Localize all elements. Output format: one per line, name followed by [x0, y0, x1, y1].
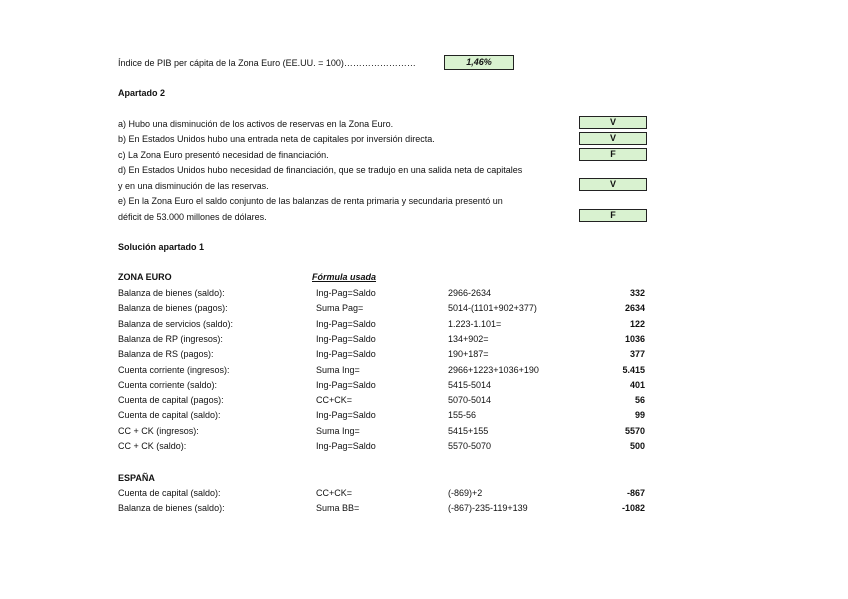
row-result: 99 — [634, 410, 645, 421]
row-calculation: 2966+1223+1036+190 — [448, 364, 539, 375]
row-formula: Ing-Pag=Saldo — [316, 288, 376, 298]
row-calculation: 5415+155 — [448, 425, 489, 436]
row-formula: Ing-Pag=Saldo — [316, 349, 376, 360]
row-label: Cuenta corriente (saldo): — [118, 379, 218, 390]
pib-value-cell: 1,46% — [444, 55, 514, 70]
formula-header: Fórmula usada — [312, 272, 377, 282]
row-calculation: 5070-5014 — [448, 395, 492, 406]
row-calculation: 5415-5014 — [448, 379, 492, 390]
row-formula: Ing-Pag=Saldo — [316, 441, 376, 451]
row-calculation: (-867)-235-119+139 — [448, 503, 528, 514]
row-label: Balanza de servicios (saldo): — [118, 318, 234, 329]
row-result: 1036 — [624, 333, 645, 344]
row-label: CC + CK (saldo): — [118, 441, 187, 451]
row-label: Cuenta corriente (ingresos): — [118, 364, 230, 375]
row-calculation: 1.223-1.101= — [448, 318, 502, 329]
apartado2-title: Apartado 2 — [118, 88, 166, 98]
statement-b: b) En Estados Unidos hubo una entrada neta de capitales por inversión directa. — [118, 134, 435, 144]
answer-d-cell: V — [579, 178, 647, 191]
row-label: Cuenta de capital (saldo): — [118, 488, 221, 498]
statement-d-line1: d) En Estados Unidos hubo necesidad de financiación, que se tradujo en una salida neta de capitales — [118, 165, 523, 175]
row-formula: Suma Ing= — [316, 425, 360, 436]
answer-b-cell: V — [579, 132, 647, 145]
row-label: CC + CK (ingresos): — [118, 425, 199, 436]
statement-c: c) La Zona Euro presentó necesidad de financiación. — [118, 150, 329, 160]
row-result: 500 — [629, 441, 645, 451]
statement-a: a) Hubo una disminución de los activos de reservas en la Zona Euro. — [118, 119, 394, 129]
row-formula: CC+CK= — [316, 395, 353, 406]
row-label: Cuenta de capital (saldo): — [118, 410, 221, 421]
row-label: Balanza de RS (pagos): — [118, 349, 214, 360]
answer-c-cell: F — [579, 148, 647, 161]
pib-label: Índice de PIB per cápita de la Zona Euro (EE.UU. = 100)…………………… — [118, 58, 416, 68]
statement-e-line1: e) En la Zona Euro el saldo conjunto de las balanzas de renta primaria y secundaria presentó un — [118, 196, 503, 206]
answer-a-cell: V — [579, 116, 647, 129]
row-calculation: 155-56 — [448, 410, 477, 421]
row-result: 56 — [634, 395, 645, 406]
row-result: -1082 — [621, 503, 645, 514]
row-calculation: (-869)+2 — [448, 488, 483, 498]
row-formula: Ing-Pag=Saldo — [316, 318, 376, 329]
solucion-title: Solución apartado 1 — [118, 242, 205, 252]
espana-header: ESPAÑA — [118, 473, 155, 483]
row-result: 377 — [629, 349, 645, 360]
answer-e-cell: F — [579, 209, 647, 222]
row-result: 401 — [629, 379, 645, 390]
statement-e-line2: déficit de 53.000 millones de dólares. — [118, 212, 267, 222]
row-formula: CC+CK= — [316, 488, 353, 498]
row-label: Balanza de bienes (pagos): — [118, 303, 228, 314]
row-label: Cuenta de capital (pagos): — [118, 395, 224, 406]
row-label: Balanza de bienes (saldo): — [118, 288, 225, 298]
row-formula: Suma Pag= — [316, 303, 364, 314]
zona-euro-header: ZONA EURO — [118, 272, 172, 282]
row-result: 332 — [629, 288, 645, 298]
row-formula: Ing-Pag=Saldo — [316, 379, 376, 390]
row-result: 2634 — [624, 303, 645, 314]
row-formula: Ing-Pag=Saldo — [316, 410, 376, 421]
statement-d-line2: y en una disminución de las reservas. — [118, 181, 269, 191]
row-label: Balanza de RP (ingresos): — [118, 333, 223, 344]
row-calculation: 5570-5070 — [448, 441, 492, 451]
row-formula: Ing-Pag=Saldo — [316, 333, 376, 344]
row-calculation: 2966-2634 — [448, 288, 492, 298]
row-formula: Suma Ing= — [316, 364, 360, 375]
row-result: 5570 — [624, 425, 645, 436]
row-calculation: 5014-(1101+902+377) — [448, 303, 537, 314]
row-label: Balanza de bienes (saldo): — [118, 503, 225, 514]
row-formula: Suma BB= — [316, 503, 360, 514]
row-result: 5.415 — [622, 364, 645, 375]
row-calculation: 134+902= — [448, 333, 489, 344]
row-calculation: 190+187= — [448, 349, 489, 360]
row-result: 122 — [629, 318, 645, 329]
row-result: -867 — [626, 488, 645, 498]
